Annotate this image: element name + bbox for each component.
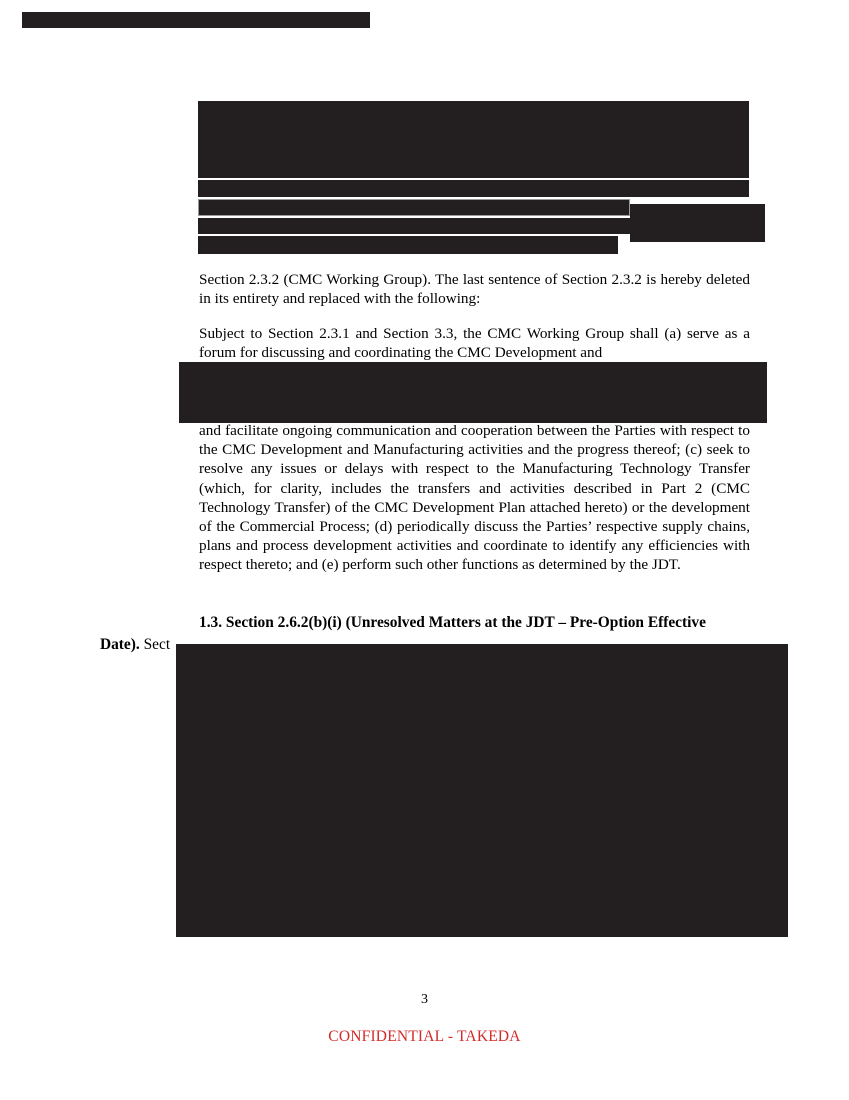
redaction-line-4 — [198, 236, 618, 254]
heading-sect-text: Sect — [139, 636, 171, 653]
section-232-intro: Section 2.3.2 (CMC Working Group). The last sentence of Section 2.3.2 is hereby deleted in its entirety and replaced with the following: — [199, 271, 750, 308]
redaction-line-3 — [198, 218, 630, 234]
redaction-side-block — [630, 204, 765, 242]
redaction-block-top — [198, 101, 749, 178]
redaction-large-block — [176, 644, 788, 937]
redaction-line-1 — [198, 180, 749, 197]
redaction-line-2 — [198, 199, 630, 216]
redaction-middle — [179, 362, 767, 423]
page-number: 3 — [421, 992, 428, 1007]
section-13-heading-continuation — [100, 635, 170, 654]
confidential-footer: CONFIDENTIAL - TAKEDA — [328, 1028, 521, 1045]
heading-date-bold: Date). — [100, 636, 140, 653]
cmc-working-group-body-start: Subject to Section 2.3.1 and Section 3.3, the CMC Working Group shall (a) serve as a forum for discussing and coordinating the CMC Development and — [199, 325, 750, 362]
section-13-heading: 1.3. Section 2.6.2(b)(i) (Unresolved Matters at the JDT – Pre-Option Effective — [199, 614, 706, 631]
cmc-working-group-body-end: and facilitate ongoing communication and cooperation between the Parties with respect to the CMC Development and Manufacturing activities and the progress thereof; (c) seek to resolve any issues or delays with respect to the Manufacturing Technology Transfer (which, for clarity, includes the transfers and activities described in Part 2 (CMC Technology Transfer) of the CMC Development Plan attached hereto) or the development of the Commercial Process; (d) periodically discuss the Parties’ respective supply chains, plans and process development activities and coordinate to identify any efficiencies with respect thereto; and (e) perform such other functions as determined by the JDT. — [199, 422, 750, 574]
redaction-header — [22, 12, 370, 28]
